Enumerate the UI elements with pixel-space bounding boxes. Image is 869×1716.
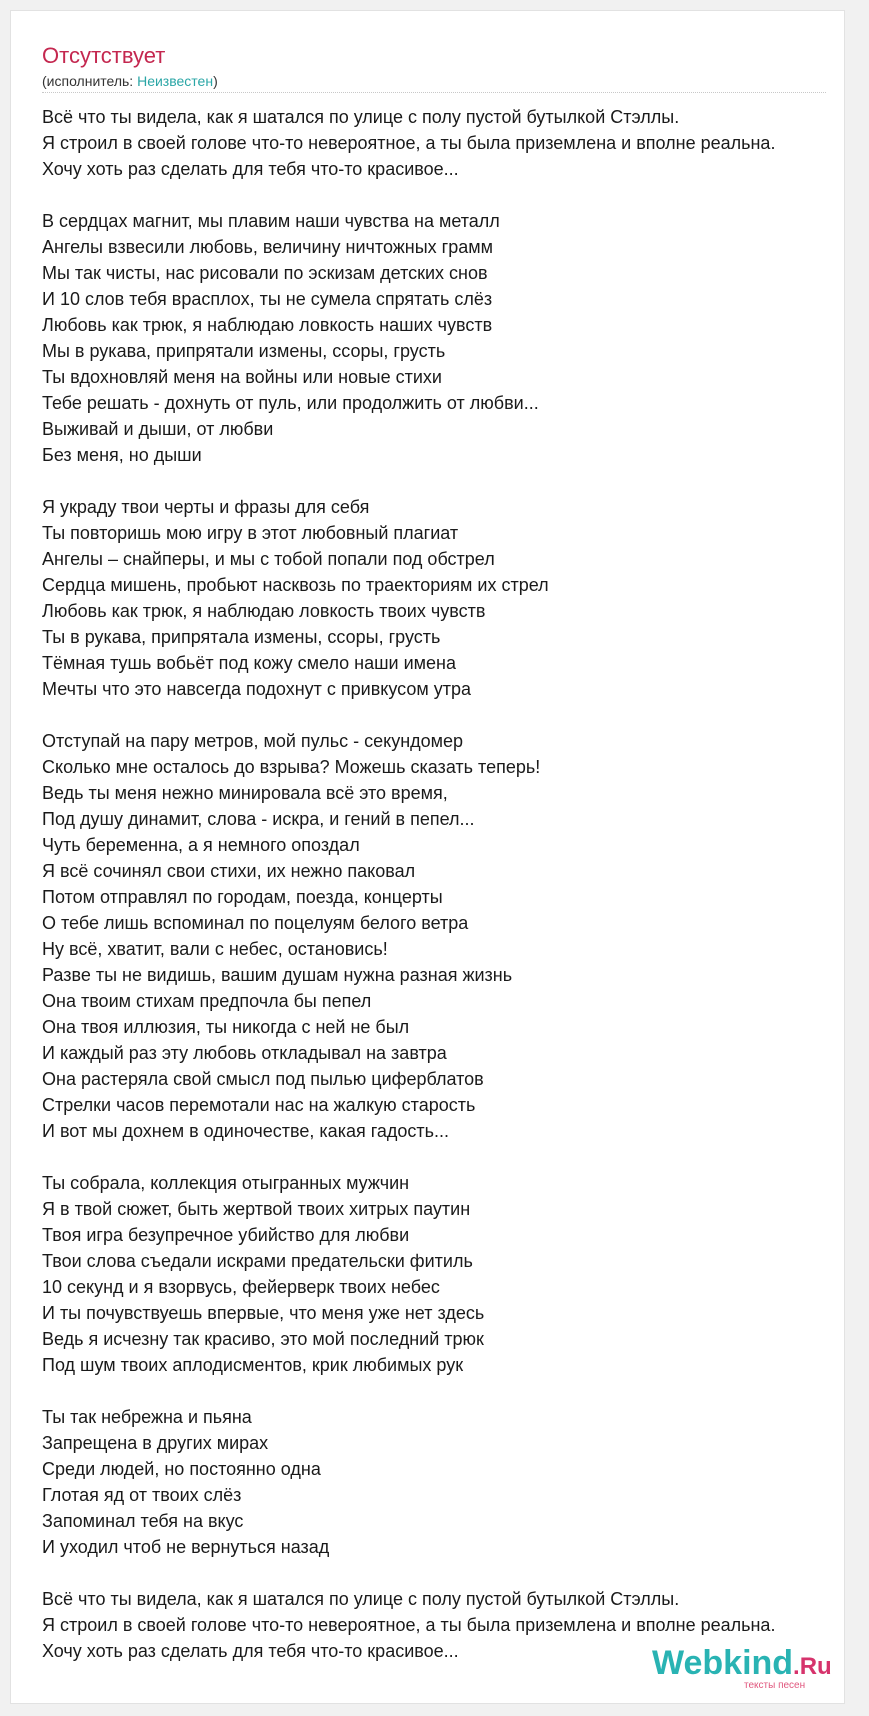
lyrics-line: Ангелы взвесили любовь, величину ничтожных грамм [42,237,494,257]
lyrics-line: Без меня, но дыши [42,445,202,465]
lyrics-line: Ты собрала, коллекция отыгранных мужчин [42,1173,410,1193]
lyrics-stanza [42,494,868,702]
song-title: Отсутствует [42,43,166,68]
lyrics-line: Мечты что это навсегда подохнут с привкусом утра [42,679,472,699]
lyrics-line: О тебе лишь вспоминал по поцелуям белого ветра [42,913,469,933]
lyrics-line: Чуть беременна, а я немного опоздал [42,835,360,855]
lyrics-line: 10 секунд и я взорвусь, фейерверк твоих небес [42,1277,440,1297]
lyrics-stanza [42,1404,868,1560]
lyrics-line: И ты почувствуешь впервые, что меня уже нет здесь [42,1303,485,1323]
lyrics-line: Выживай и дыши, от любви [42,419,274,439]
logo-tagline: тексты песен [744,1680,806,1691]
artist-line [42,73,218,90]
lyrics-line: Запрещена в других мирах [42,1433,269,1453]
lyrics-line: Хочу хоть раз сделать для тебя что-то красивое... [42,159,459,179]
artist-suffix: ) [213,73,218,89]
lyrics-line: Под душу динамит, слова - искра, и гений в пепел... [42,809,475,829]
lyrics-line: Разве ты не видишь, вашим душам нужна разная жизнь [42,965,513,985]
lyrics-stanza [42,1170,868,1378]
lyrics-line: Любовь как трюк, я наблюдаю ловкость наших чувств [42,315,493,335]
lyrics-line: Твоя игра безупречное убийство для любви [42,1225,410,1245]
lyrics-line: Любовь как трюк, я наблюдаю ловкость твоих чувств [42,601,486,621]
lyrics-line: И вот мы дохнем в одиночестве, какая гадость... [42,1121,450,1141]
lyrics-line: Она растеряла свой смысл под пылью циферблатов [42,1069,484,1089]
lyrics-line: Ты так небрежна и пьяна [42,1407,252,1427]
lyrics-line: И каждый раз эту любовь откладывал на завтра [42,1043,447,1063]
site-logo[interactable] [652,1643,842,1691]
lyrics-line: Отступай на пару метров, мой пульс - секундомер [42,731,464,751]
lyrics-line: Я строил в своей голове что-то невероятное, а ты была приземлена и вполне реальна. [42,133,776,153]
lyrics-line: Твои слова съедали искрами предательски фитиль [42,1251,473,1271]
lyrics-line: Хочу хоть раз сделать для тебя что-то красивое... [42,1641,459,1661]
lyrics-line: Ты повторишь мою игру в этот любовный плагиат [42,523,459,543]
lyrics-stanza [42,728,868,1144]
artist-link[interactable]: Неизвестен [137,73,214,89]
title-divider [42,92,826,93]
lyrics-line: Я всё сочинял свои стихи, их нежно паковал [42,861,416,881]
lyrics-line: Мы в рукава, припрятали измены, ссоры, грусть [42,341,446,361]
lyrics-line: Я строил в своей голове что-то невероятное, а ты была приземлена и вполне реальна. [42,1615,776,1635]
lyrics-line: Запоминал тебя на вкус [42,1511,244,1531]
lyrics-line: Ангелы – снайперы, и мы с тобой попали под обстрел [42,549,495,569]
lyrics-line: Тёмная тушь вобьёт под кожу смело наши имена [42,653,456,673]
lyrics-line: Ведь я исчезну так красиво, это мой последний трюк [42,1329,484,1349]
lyrics-line: И 10 слов тебя врасплох, ты не сумела спрятать слёз [42,289,493,309]
lyrics-line: Потом отправлял по городам, поезда, концерты [42,887,443,907]
lyrics-line: Я украду твои черты и фразы для себя [42,497,370,517]
lyrics-line: Тебе решать - дохнуть от пуль, или продолжить от любви... [42,393,539,413]
lyrics-line: Сердца мишень, пробьют насквозь по траекториям их стрел [42,575,549,595]
lyrics-stanza [42,104,868,182]
artist-prefix: (исполнитель: [42,73,138,89]
lyrics-line: Глотая яд от твоих слёз [42,1485,242,1505]
lyrics-stanza [42,208,868,468]
lyrics-line: В сердцах магнит, мы плавим наши чувства на металл [42,211,500,231]
lyrics-line: Она твоим стихам предпочла бы пепел [42,991,372,1011]
lyrics-line: И уходил чтоб не вернуться назад [42,1537,330,1557]
lyrics-line: Ты вдохновляй меня на войны или новые стихи [42,367,442,387]
lyrics-line: Она твоя иллюзия, ты никогда с ней не был [42,1017,410,1037]
logo-suffix: .Ru [793,1653,832,1680]
lyrics-line: Среди людей, но постоянно одна [42,1459,321,1479]
lyrics-line: Ну всё, хватит, вали с небес, остановись! [42,939,388,959]
lyrics-line: Всё что ты видела, как я шатался по улице с полу пустой бутылкой Стэллы. [42,1589,680,1609]
lyrics-line: Всё что ты видела, как я шатался по улице с полу пустой бутылкой Стэллы. [42,107,680,127]
lyrics-line: Сколько мне осталось до взрыва? Можешь сказать теперь! [42,757,541,777]
lyrics-line: Под шум твоих аплодисментов, крик любимых рук [42,1355,464,1375]
lyrics-body [42,104,868,1690]
lyrics-line: Стрелки часов перемотали нас на жалкую старость [42,1095,476,1115]
lyrics-line: Мы так чисты, нас рисовали по эскизам детских снов [42,263,488,283]
lyrics-line: Я в твой сюжет, быть жертвой твоих хитрых паутин [42,1199,471,1219]
lyrics-line: Ты в рукава, припрятала измены, ссоры, грусть [42,627,441,647]
logo-main: Webkind [652,1644,794,1682]
lyrics-line: Ведь ты меня нежно минировала всё это время, [42,783,448,803]
